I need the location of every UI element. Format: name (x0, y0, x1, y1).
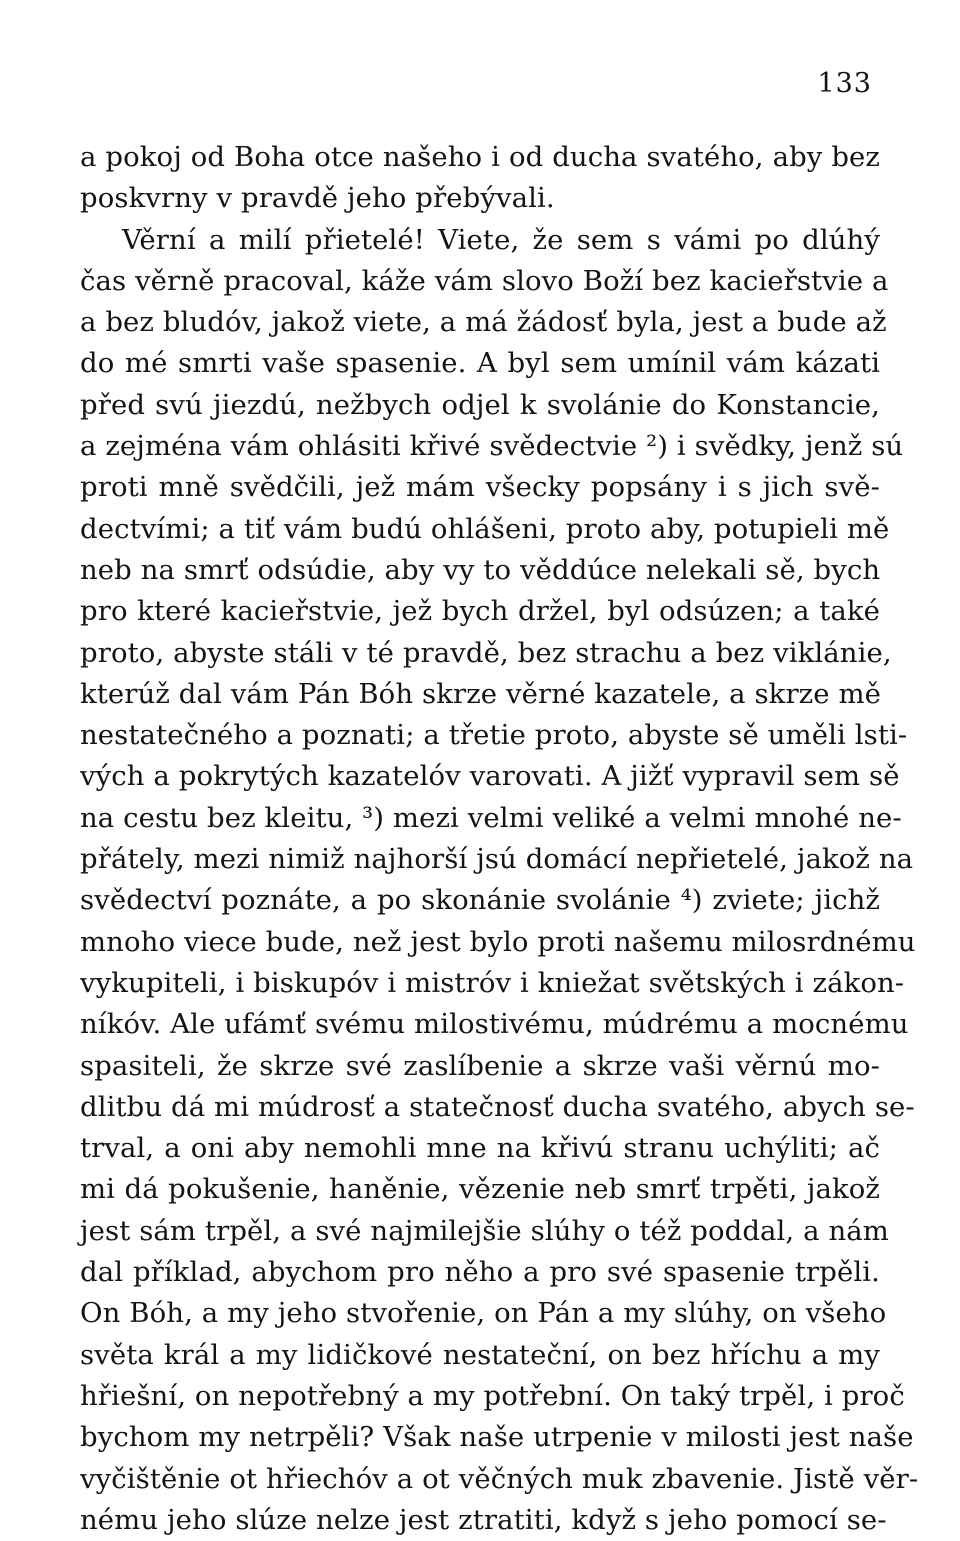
text-line: nestatečného a poznati; a třetie proto, abyste sě uměli lsti- (80, 719, 908, 752)
text-line: dectvími; a tiť vám budú ohlášeni, proto aby, potupieli mě (80, 512, 890, 545)
text-line: trval, a oni aby nemohli mne na křivú stranu uchýliti; ač (80, 1132, 880, 1165)
body-text (80, 137, 919, 1541)
text-line: čas věrně pracoval, káže vám slovo Boží bez kacieřstvie a (80, 264, 889, 297)
text-line: a zejména vám ohlásiti křivé svědectvie ²) i svědky, jenž sú (80, 430, 904, 463)
text-line: On Bóh, a my jeho stvořenie, on Pán a my slúhy, on všeho (80, 1297, 887, 1330)
text-line: před svú jiezdú, nežbych odjel k svolánie do Konstancie, (80, 388, 880, 421)
text-line: mi dá pokušenie, haněnie, vězenie neb smrť trpěti, jakož (80, 1173, 880, 1206)
text-line: proti mně svědčili, jež mám všecky popsány i s jich svě- (80, 471, 880, 504)
text-line: nému jeho slúze nelze jest ztratiti, když s jeho pomocí se- (80, 1503, 887, 1536)
text-line: vyčištěnie ot hřiechóv a ot věčných muk zbavenie. Jistě věr- (80, 1462, 919, 1495)
text-line: a pokoj od Boha otce našeho i od ducha svatého, aby bez (80, 141, 880, 173)
page-number: 133 (817, 68, 872, 99)
text-line: přátely, mezi nimiž najhorší jsú domácí nepřietelé, jakož na (80, 843, 914, 876)
text-line: a bez bludóv, jakož viete, a má žádosť byla, jest a bude až (80, 306, 887, 339)
text-line: bychom my netrpěli? Však naše utrpenie v milosti jest naše (80, 1421, 914, 1454)
text-line: vých a pokrytých kazatelóv varovati. A jižť vypravil sem sě (80, 760, 900, 793)
text-line: vykupiteli, i biskupóv i mistróv i kniežat světských i zákon- (80, 966, 905, 999)
text-line: neb na smrť odsúdie, aby vy to věddúce nelekali sě, bych (80, 553, 881, 586)
text-line: Věrní a milí přietelé! Viete, že sem s vámi po dlúhý (122, 223, 880, 256)
text-line: na cestu bez kleitu, ³) mezi velmi veliké a velmi mnohé ne- (80, 801, 902, 834)
text-line: světa král a my lidičkové nestateční, on bez hříchu a my (80, 1338, 880, 1371)
text-line: mnoho viece bude, než jest bylo proti našemu milosrdnému (80, 925, 916, 958)
text-line: spasiteli, že skrze své zaslíbenie a skrze vaši věrnú mo- (80, 1049, 880, 1082)
text-line: svědectví poznáte, a po skonánie svolánie ⁴) zviete; jichž (80, 884, 880, 917)
text-line: pro které kacieřstvie, jež bych držel, byl odsúzen; a také (80, 595, 880, 628)
text-line: dlitbu dá mi múdrosť a statečnosť ducha svatého, abych se- (80, 1090, 915, 1123)
text-line: do mé smrti vaše spasenie. A byl sem umínil vám kázati (80, 347, 880, 380)
text-line: hřiešní, on nepotřebný a my potřební. On taký trpěl, i proč (80, 1379, 905, 1412)
text-line: proto, abyste stáli v té pravdě, bez strachu a bez viklánie, (80, 636, 892, 669)
text-line: poskvrny v pravdě jeho přebývali. (80, 182, 555, 215)
text-line: níkóv. Ale ufámť svému milostivému, múdrému a mocnému (80, 1008, 909, 1041)
text-line: dal příklad, abychom pro něho a pro své spasenie trpěli. (80, 1256, 880, 1289)
text-line: jest sám trpěl, a své najmilejšie slúhy o též poddal, a nám (80, 1214, 889, 1247)
text-line: kterúž dal vám Pán Bóh skrze věrné kazatele, a skrze mě (80, 677, 882, 710)
